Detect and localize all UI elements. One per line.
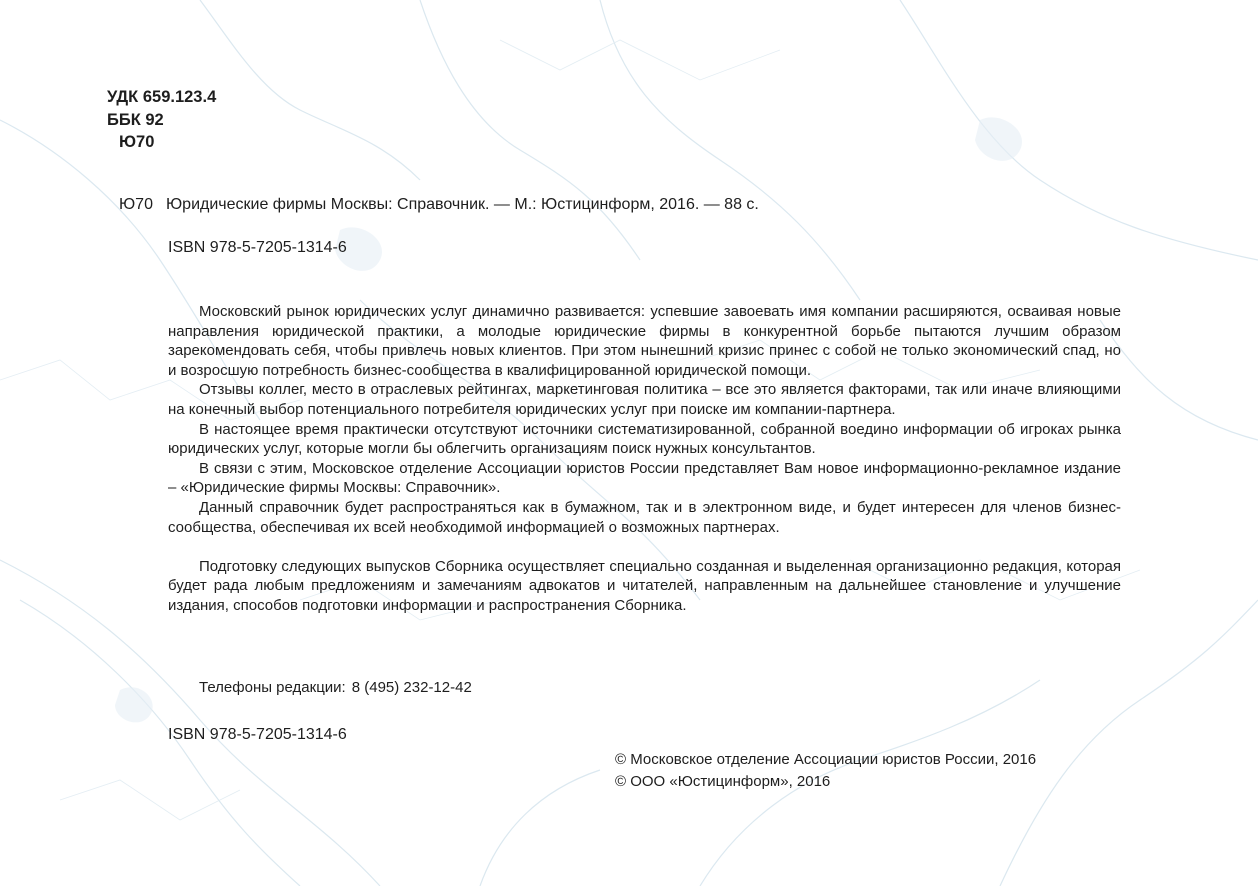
paragraph: В настоящее время практически отсутствуют источники систематизированной, собранной воедино информации об игроках рынка юридических услуг, которые могли бы облегчить организациям поиск нужных консультантов.	[168, 420, 1121, 458]
isbn-top: ISBN 978-5-7205-1314-6	[168, 239, 347, 256]
classification-codes	[107, 86, 216, 154]
isbn-bottom: ISBN 978-5-7205-1314-6	[168, 726, 347, 743]
paragraph: Московский рынок юридических услуг динамично развивается: успевшие завоевать имя компании расширяются, осваивая новые направления юридической практики, а молодые юридические фирмы в конкурентной борьбе пытаются лучшим образом зарекомендовать себя, чтобы привлечь новых клиентов. При этом нынешний кризис принес с собой не только экономический спад, но и возросшую потребность бизнес-сообщества в квалифицированной юридической помощи.	[168, 303, 1121, 379]
bibliographic-description: Юридические фирмы Москвы: Справочник. — М.: Юстицинформ, 2016. — 88 с.	[166, 196, 759, 213]
paragraph: В связи с этим, Московское отделение Ассоциации юристов России представляет Вам новое информационно-рекламное издание – «Юридические фирмы Москвы: Справочник».	[168, 459, 1121, 497]
bibliographic-entry	[119, 196, 759, 214]
udk-code: УДК 659.123.4	[107, 88, 217, 106]
copyright-line: © ООО «Юстицинформ», 2016	[615, 772, 831, 790]
phone-number: 8 (495) 232-12-42	[351, 679, 472, 696]
paragraph: Данный справочник будет распространяться как в бумажном, так и в электронном виде, и будет интересен для членов бизнес-сообщества, обеспечивая их всей необходимой информацией о возможных партнерах.	[168, 498, 1121, 536]
author-mark: Ю70	[119, 133, 155, 151]
paragraph: Подготовку следующих выпусков Сборника осуществляет специально созданная и выделенная организационно редакция, которая будет рада любым предложениям и замечаниям адвокатов и читателей, направленным на дальнейшее становление и улучшение издания, способов подготовки информации и распространения Сборника.	[168, 557, 1121, 614]
copyright-line: © Московское отделение Ассоциации юристов России, 2016	[615, 751, 1037, 768]
bibliographic-code: Ю70	[119, 196, 153, 213]
bbk-code: ББК 92	[107, 110, 164, 129]
phone-label: Телефоны редакции:	[199, 679, 346, 696]
annotation-text	[168, 302, 1121, 616]
paragraph: Отзывы коллег, место в отраслевых рейтингах, маркетинговая политика – все это является факторами, так или иначе влияющими на конечный выбор потенциального потребителя юридических услуг при поиске им компании-партнера.	[168, 381, 1121, 418]
copyright-block	[615, 749, 1036, 792]
editorial-phone	[199, 679, 472, 696]
